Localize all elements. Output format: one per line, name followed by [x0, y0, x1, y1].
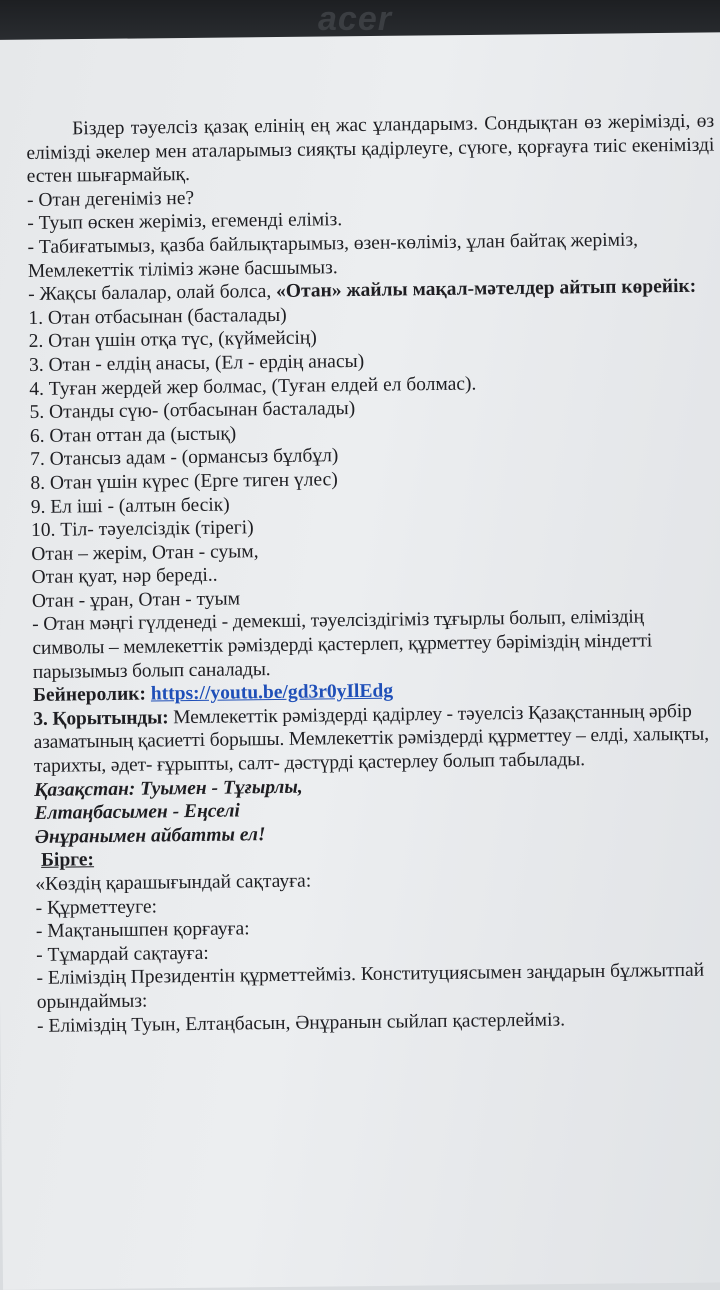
- proverb-item: 4. Туған жердей жер болмас, (Туған елдей ел болмас).: [29, 373, 477, 400]
- proverb-item: 2. Отан үшін отқа түс, (күймейсің): [28, 327, 317, 353]
- motto-line: Елтаңбасымен - Еңселі: [34, 800, 240, 825]
- together-line: - Тұмардай сақтауға:: [36, 942, 209, 966]
- proverb-item: 3. Отан - елдің анасы, (Ел - ердің анасы): [28, 350, 365, 376]
- proverb-item: 1. Отан отбасынан (басталады): [28, 304, 287, 329]
- proverb-item: 9. Ел іші - (алтын бесік): [30, 494, 230, 518]
- conclusion-label: 3. Қорытынды:: [33, 707, 169, 730]
- together-line: - Еліміздің Туын, Елтаңбасын, Әнұранын сыйлап қастерлейміз.: [36, 1009, 566, 1037]
- proverb-item: 6. Отан оттан да (ыстық): [29, 423, 237, 447]
- poem: [31, 534, 720, 613]
- proverb-item: 8. Отан үшін күрес (Ерге тиген үлес): [30, 469, 338, 494]
- answer-line-2: - Табиғатымыз, қазба байлықтарымыз, өзен-көліміз, ұлан байтақ жеріміз, Мемлекеттік тіліміз және басшымыз.: [27, 229, 639, 282]
- together-list: [35, 865, 720, 1039]
- conclusion-paragraph: [33, 699, 720, 778]
- proverb-item: 5. Отанды сүю- (отбасынан басталады): [29, 398, 356, 424]
- task-plain: - Жақсы балалар, олай болса,: [28, 281, 277, 306]
- video-label: Бейнеролик:: [32, 683, 147, 707]
- together-heading: Бірге:: [40, 849, 95, 872]
- motto-line: Әнұранымен айбатты ел!: [34, 823, 266, 848]
- symbols-paragraph: - Отан мәңгі гүлденеді - демекші, тәуелсіздігіміз тұғырлы болып, еліміздің символы – мемлекеттік рәміздерді қастерлеп, құрметтеу бәріміздің міндетті парызымыз болып саналады.: [32, 606, 653, 683]
- answer-line-1: - Туып өскен жеріміз, егеменді еліміз.: [27, 209, 343, 235]
- together-line: «Көздің қарашығындай сақтауға:: [35, 870, 312, 895]
- conclusion-text: Мемлекеттік рәміздерді қадірлеу - тәуелсіз Қазақстанның әрбір азаматының қасиетті борышы. Мемлекеттік рәміздерді құрметтеу – елді, халықты, тарихты, әдет- ғұрыпты, салт- дәстүрді қастерлеу болып табылады.: [33, 700, 710, 777]
- together-line: - Мақтанышпен қорғауға:: [35, 918, 250, 943]
- video-link[interactable]: https://youtu.be/gd3r0yIlEdg: [150, 680, 394, 705]
- motto: [34, 770, 720, 849]
- document-body: [26, 110, 720, 1038]
- poem-line: Отан – жерім, Отан - суым,: [31, 540, 259, 565]
- together-line: - Құрметтеуге:: [35, 896, 158, 919]
- proverb-list: [28, 298, 719, 542]
- proverb-item: 10. Тіл- тәуелсіздік (тірегі): [30, 517, 254, 542]
- intro-paragraph: Біздер тәуелсіз қазақ елінің ең жас ұландарымз. Сондықтан өз жерімізді, өз елімізді әкелер мен аталарымыз сияқты қадірлеуге, сүюге, қорғауға тиіс екенімізді естен шығармайық.: [26, 110, 715, 188]
- together-line: - Еліміздің Президентін құрметтейміз. Конституциясымен заңдарын бұлжытпай орындаймыз:: [36, 960, 705, 1013]
- brand-logo: acer: [318, 0, 392, 38]
- poem-line: Отан - ұран, Отан - туым: [31, 588, 241, 612]
- question-line: - Отан дегеніміз не?: [26, 187, 195, 211]
- motto-line: Қазақстан: Туымен - Тұғырлы,: [34, 776, 303, 801]
- proverb-item: 7. Отансыз адам - (ормансыз бұлбұл): [30, 445, 339, 471]
- task-bold: «Отан» жайлы мақал-мәтелдер айтып көрейік:: [275, 275, 697, 303]
- poem-line: Отан қуат, нәр береді..: [31, 564, 218, 589]
